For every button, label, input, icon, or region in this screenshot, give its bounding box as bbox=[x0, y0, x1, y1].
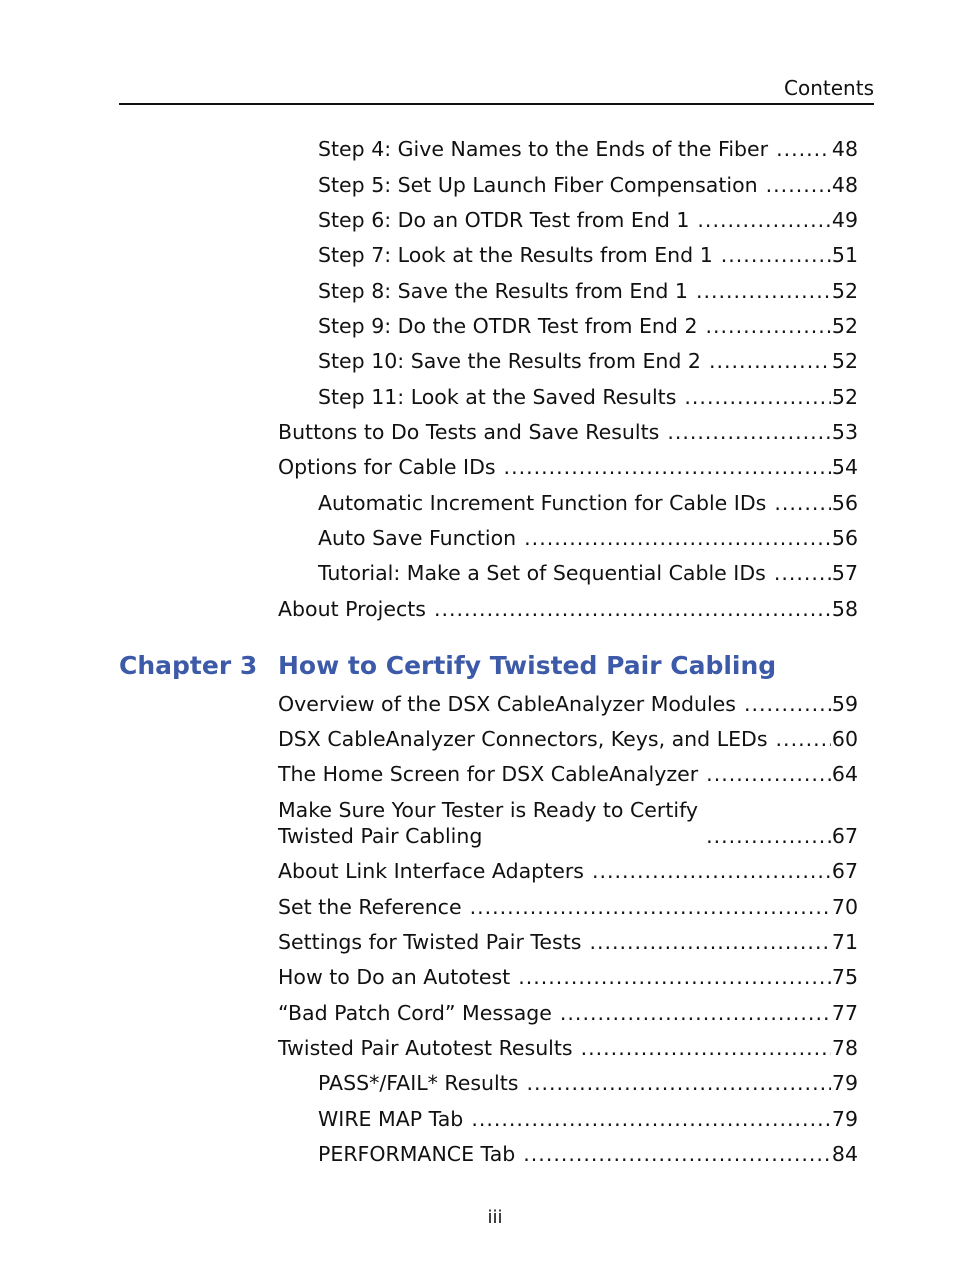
toc-entry-page: 77 bbox=[831, 1001, 858, 1025]
toc-entry[interactable] bbox=[318, 242, 858, 268]
toc-entry-label bbox=[278, 797, 698, 849]
toc-entry-label: Options for Cable IDs bbox=[278, 455, 496, 479]
dot-leader bbox=[776, 726, 831, 752]
toc-entry-label: “Bad Patch Cord” Message bbox=[278, 1001, 552, 1025]
toc-entry[interactable] bbox=[278, 691, 858, 717]
toc-entry[interactable] bbox=[278, 761, 858, 787]
toc-entry-page: 59 bbox=[831, 692, 858, 716]
toc-entry-label: Automatic Increment Function for Cable IDs bbox=[318, 491, 767, 515]
toc-entry-page: 54 bbox=[831, 455, 858, 479]
page-number: iii bbox=[487, 1207, 503, 1228]
dot-leader bbox=[766, 172, 831, 198]
dot-leader bbox=[434, 596, 831, 622]
toc-entry-page: 67 bbox=[831, 824, 858, 848]
toc-entry[interactable] bbox=[318, 348, 858, 374]
toc-entry[interactable] bbox=[318, 313, 858, 339]
dot-leader bbox=[667, 419, 831, 445]
toc-entry[interactable] bbox=[318, 1070, 858, 1096]
toc-entry-page: 52 bbox=[831, 314, 858, 338]
toc-entry-label: PERFORMANCE Tab bbox=[318, 1142, 516, 1166]
toc-entry-label: Twisted Pair Autotest Results bbox=[278, 1036, 573, 1060]
toc-entry-page: 52 bbox=[831, 349, 858, 373]
dot-leader bbox=[774, 560, 831, 586]
toc-entry-label: How to Do an Autotest bbox=[278, 965, 511, 989]
toc-entry[interactable] bbox=[278, 1035, 858, 1061]
chapter-number[interactable]: Chapter 3 bbox=[119, 651, 258, 680]
toc-entry-page: 79 bbox=[831, 1107, 858, 1131]
toc-entry-label: Step 9: Do the OTDR Test from End 2 bbox=[318, 314, 698, 338]
dot-leader bbox=[504, 454, 831, 480]
dot-leader bbox=[560, 1000, 831, 1026]
toc-entry-page: 71 bbox=[831, 930, 858, 954]
toc-entry-page: 75 bbox=[831, 965, 858, 989]
toc-entry-label-line1: Make Sure Your Tester is Ready to Certify bbox=[278, 798, 699, 822]
toc-entry[interactable] bbox=[318, 136, 858, 162]
dot-leader bbox=[706, 823, 831, 849]
toc-entry[interactable] bbox=[278, 1000, 858, 1026]
dot-leader bbox=[774, 490, 831, 516]
toc-entry-page: 52 bbox=[831, 279, 858, 303]
toc-entry[interactable] bbox=[278, 454, 858, 480]
toc-entry-page: 79 bbox=[831, 1071, 858, 1095]
toc-entry-label: Step 5: Set Up Launch Fiber Compensation bbox=[318, 173, 758, 197]
toc-entry[interactable] bbox=[278, 929, 858, 955]
toc-entry[interactable] bbox=[318, 278, 858, 304]
toc-entry[interactable] bbox=[318, 1141, 858, 1167]
dot-leader bbox=[684, 384, 831, 410]
toc-entry-label: Settings for Twisted Pair Tests bbox=[278, 930, 582, 954]
toc-entry[interactable] bbox=[278, 858, 858, 884]
toc-entry-page: 58 bbox=[831, 597, 858, 621]
dot-leader bbox=[744, 691, 831, 717]
toc-entry-label: About Link Interface Adapters bbox=[278, 859, 584, 883]
dot-leader bbox=[697, 207, 831, 233]
toc-entry-label: DSX CableAnalyzer Connectors, Keys, and LEDs bbox=[278, 727, 768, 751]
toc-entry-page: 67 bbox=[831, 859, 858, 883]
toc-entry-label: WIRE MAP Tab bbox=[318, 1107, 464, 1131]
toc-entry-label: Buttons to Do Tests and Save Results bbox=[278, 420, 660, 444]
dot-leader bbox=[589, 929, 830, 955]
toc-entry-label: Set the Reference bbox=[278, 895, 462, 919]
toc-entry[interactable] bbox=[318, 384, 858, 410]
toc-entry-label-line2: Twisted Pair Cabling bbox=[278, 824, 483, 848]
dot-leader bbox=[581, 1035, 831, 1061]
toc-entry-two-line[interactable] bbox=[278, 797, 858, 849]
toc-entry[interactable] bbox=[318, 207, 858, 233]
toc-entry-page: 48 bbox=[831, 173, 858, 197]
dot-leader bbox=[706, 761, 831, 787]
toc-entry[interactable] bbox=[318, 490, 858, 516]
toc-entry-page: 70 bbox=[831, 895, 858, 919]
toc-entry-label: Step 6: Do an OTDR Test from End 1 bbox=[318, 208, 690, 232]
toc-entry-page: 51 bbox=[831, 243, 858, 267]
toc-entry-page: 56 bbox=[831, 491, 858, 515]
chapter-title[interactable]: How to Certify Twisted Pair Cabling bbox=[278, 651, 777, 680]
dot-leader bbox=[709, 348, 831, 374]
dot-leader bbox=[592, 858, 831, 884]
running-header-title: Contents bbox=[784, 76, 874, 100]
dot-leader bbox=[721, 242, 831, 268]
header-rule bbox=[119, 103, 874, 105]
toc-entry-label: Step 8: Save the Results from End 1 bbox=[318, 279, 688, 303]
toc-entry-label: About Projects bbox=[278, 597, 426, 621]
dot-leader bbox=[523, 1141, 831, 1167]
toc-entry-label: Step 11: Look at the Saved Results bbox=[318, 385, 677, 409]
dot-leader bbox=[470, 894, 831, 920]
dot-leader bbox=[471, 1106, 831, 1132]
toc-entry[interactable] bbox=[278, 726, 858, 752]
toc-entry-label: Step 10: Save the Results from End 2 bbox=[318, 349, 701, 373]
toc-entry[interactable] bbox=[278, 964, 858, 990]
toc-entry[interactable] bbox=[278, 419, 858, 445]
dot-leader bbox=[518, 964, 831, 990]
toc-entry-page: 52 bbox=[831, 385, 858, 409]
toc-entry-label: The Home Screen for DSX CableAnalyzer bbox=[278, 762, 699, 786]
toc-entry-page: 57 bbox=[831, 561, 858, 585]
toc-entry[interactable] bbox=[318, 560, 858, 586]
toc-entry-label: Step 4: Give Names to the Ends of the Fiber bbox=[318, 137, 769, 161]
toc-entry-page: 78 bbox=[831, 1036, 858, 1060]
toc-entry[interactable] bbox=[278, 596, 858, 622]
toc-entry[interactable] bbox=[278, 894, 858, 920]
toc-entry-page: 49 bbox=[831, 208, 858, 232]
toc-entry-label: PASS*/FAIL* Results bbox=[318, 1071, 519, 1095]
toc-entry-page: 84 bbox=[831, 1142, 858, 1166]
toc-entry[interactable] bbox=[318, 1106, 858, 1132]
dot-leader bbox=[706, 313, 831, 339]
toc-entry-page: 53 bbox=[831, 420, 858, 444]
toc-entry[interactable] bbox=[318, 525, 858, 551]
toc-entry-label: Tutorial: Make a Set of Sequential Cable IDs bbox=[318, 561, 766, 585]
dot-leader bbox=[526, 1070, 830, 1096]
toc-entry[interactable] bbox=[318, 172, 858, 198]
toc-entry-label: Overview of the DSX CableAnalyzer Modules bbox=[278, 692, 736, 716]
dot-leader bbox=[524, 525, 831, 551]
dot-leader bbox=[776, 136, 831, 162]
toc-entry-page: 56 bbox=[831, 526, 858, 550]
toc-entry-page: 48 bbox=[831, 137, 858, 161]
toc-entry-page: 64 bbox=[831, 762, 858, 786]
dot-leader bbox=[696, 278, 831, 304]
toc-entry-label: Auto Save Function bbox=[318, 526, 517, 550]
toc-entry-label: Step 7: Look at the Results from End 1 bbox=[318, 243, 713, 267]
toc-entry-page: 60 bbox=[831, 727, 858, 751]
